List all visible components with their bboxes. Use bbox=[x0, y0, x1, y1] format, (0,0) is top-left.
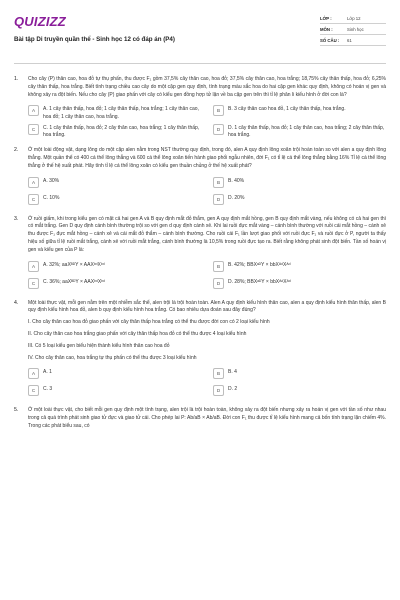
option-badge[interactable]: B bbox=[213, 261, 224, 272]
option-badge[interactable]: D bbox=[213, 385, 224, 396]
question-text: Ở ruồi giấm, khi trong kiểu gen có mặt cả hai gen A và B quy định mắt đỏ thắm, gen A quy định mắt hồng, gen B quy định mắt vàng, nếu không có cả hai gen thì có mắt trắng. Gen D quy định cánh bình thường trội so với gen d quy định cánh xẻ. Khi lai ruồi đực mắt vàng – cánh bình thường với ruồi cái mắt hồng – cánh xẻ thu được F₁ đực mắt hồng – cánh xẻ và cái mắt đỏ thắm – cánh bình thường. Cho ruồi cái F₁ lần lượt giao phối với ruồi đực F₁ và ruồi đực ở P, người ta thấy hiệu số giữa tỉ lệ ruồi mắt trắng, cánh xẻ với ruồi mắt trắng, cánh bình thường là 10,5% trong ruồi đực tạo ra. Biết rằng không phát sinh đột biến. Tần số hoán vị gen và kiểu gen của P là: bbox=[28, 215, 386, 253]
option-text: A. 30% bbox=[43, 177, 60, 184]
document-title: Bài tập Di truyền quần thể - Sinh học 12 có đáp án (P4) bbox=[14, 36, 175, 43]
meta-key: MÔN : bbox=[320, 26, 333, 32]
answer-option-a[interactable] bbox=[28, 261, 201, 275]
option-text: B. 4 bbox=[228, 369, 237, 376]
answer-option-c[interactable] bbox=[28, 278, 201, 292]
question-number: 5. bbox=[14, 407, 19, 414]
option-text: C. 3 bbox=[43, 386, 53, 393]
option-badge[interactable]: D bbox=[213, 194, 224, 205]
question-number: 3. bbox=[14, 215, 19, 222]
answer-option-a[interactable] bbox=[28, 368, 201, 382]
meta-row-grade bbox=[320, 13, 386, 24]
option-text: D. 28%; BBXᵃᴰY × bbXᴬᵈXᴬᵈ bbox=[228, 278, 291, 285]
meta-row-subject bbox=[320, 24, 386, 35]
meta-value: Lớp 12 bbox=[347, 15, 361, 21]
option-text: C. 1 cây thân thấp, hoa đỏ; 2 cây thân cao, hoa trắng; 1 cây thân thấp, hoa trắng. bbox=[43, 124, 200, 138]
answer-options bbox=[28, 261, 386, 292]
answer-option-a[interactable] bbox=[28, 105, 201, 120]
answer-option-d[interactable] bbox=[213, 278, 386, 292]
option-text: C. 10% bbox=[43, 194, 60, 201]
answer-option-b[interactable] bbox=[213, 177, 386, 191]
option-badge[interactable]: D bbox=[213, 278, 224, 289]
answer-option-c[interactable] bbox=[28, 385, 201, 399]
answer-option-c[interactable] bbox=[28, 194, 201, 208]
option-text: A. 32%; aaXᴮᴰY × AAXᵇᵈXᵇᵈ bbox=[43, 261, 105, 268]
option-text: C. 36%; aaXᴮᴰY × AAXᵇᵈXᵇᵈ bbox=[43, 278, 105, 285]
question-number: 2. bbox=[14, 147, 19, 154]
statement-i: I. Cho cây thân cao hoa đỏ giao phấn với cây thân thấp hoa trắng có thể thu được đời con có 2 loại kiểu hình bbox=[28, 319, 270, 326]
option-text: B. 3 cây thân cao hoa đỏ, 1 cây thân thấp, hoa trắng. bbox=[228, 106, 346, 113]
option-badge[interactable]: B bbox=[213, 177, 224, 188]
question-text: Cho cây (P) thân cao, hoa đỏ tự thụ phấn, thu được F₁ gồm 37,5% cây thân cao, hoa đỏ; 37,5% cây thân cao, hoa trắng; 18,75% cây thân thấp, hoa đỏ; 6,25% cây thân thấp, hoa trắng. Biết tính trạng chiều cao cây do một cặp gen quy định, tính trạng màu sắc hoa do hai cặp gen khác quy định, không có hoán vị gen và không xảy ra đột biến. Nếu cho cây (P) giao phấn với cây có kiểu gen đồng hợp tử lặn về ba cặp gen trên thì tỉ lệ phân li kiểu hình ở đời con là? bbox=[28, 76, 386, 98]
question-4 bbox=[14, 300, 386, 400]
answer-option-d[interactable] bbox=[213, 385, 386, 399]
option-badge[interactable]: A bbox=[28, 261, 39, 272]
option-badge[interactable]: C bbox=[28, 194, 39, 205]
option-badge[interactable]: D bbox=[213, 124, 224, 135]
question-number: 1. bbox=[14, 76, 19, 82]
option-badge[interactable]: C bbox=[28, 278, 39, 289]
answer-options bbox=[28, 105, 386, 139]
option-badge[interactable]: C bbox=[28, 124, 39, 135]
meta-row-count bbox=[320, 35, 386, 46]
option-badge[interactable]: B bbox=[213, 105, 224, 116]
quizizz-logo[interactable]: QUIZIZZ bbox=[14, 14, 66, 29]
answer-option-b[interactable] bbox=[213, 261, 386, 275]
answer-option-b[interactable] bbox=[213, 368, 386, 382]
option-text: A. 1 cây thân thấp, hoa đỏ; 1 cây thân thấp, hoa trắng; 1 cây thân cao, hoa đỏ; 1 cây thân cao, hoa trắng. bbox=[43, 106, 199, 120]
statement-iv: IV. Cho cây thân cao, hoa trắng tự thụ phấn có thể thu được 3 loại kiểu hình bbox=[28, 354, 197, 361]
meta-key: SỐ CÂU : bbox=[320, 37, 340, 43]
meta-value: Sinh học bbox=[347, 26, 364, 32]
option-text: D. 20% bbox=[228, 194, 245, 201]
statement-ii: II. Cho cây thân cao hoa trắng giao phấn với cây thân thấp hoa đỏ có thể thu được 4 loại kiểu hình bbox=[28, 330, 247, 337]
option-badge[interactable]: A bbox=[28, 177, 39, 188]
question-text: Một loài thực vật, mỗi gen nằm trên một nhiễm sắc thể, alen trội là trội hoàn toàn. Alen A quy định kiểu hình thân cao, alen a quy định kiểu hình thân thấp, alen B quy định kiểu hình hoa đỏ, alen b quy định kiểu hình hoa trắng. Có bao nhiêu dựa đoán sau đây đúng? bbox=[28, 299, 386, 314]
answer-option-b[interactable] bbox=[213, 105, 386, 120]
option-badge[interactable]: A bbox=[28, 105, 39, 116]
option-badge[interactable]: B bbox=[213, 368, 224, 379]
answer-option-c[interactable] bbox=[28, 124, 201, 139]
question-number: 4. bbox=[14, 299, 19, 306]
question-5 bbox=[14, 407, 386, 430]
question-text: Ở một loài động vật, dạng lông do một cặp alen nằm trong NST thường quy định, trong đó, alen A quy định lông xoăn trội hoàn toàn so với alen a quy định lông thẳng. Một quần thể có 400 cá thể lông thẳng và 600 cá thể lông xoăn tiến hành giao phối ngẫu nhiên, đời F₁ có tỉ lệ cá thể lông thẳng bằng 16% Tỉ lệ cá thể lông thẳng ở thế hệ xuất phát. Hãy tính tỉ lệ cá thể lông xoăn có kiểu gen thuần chủng ở thế hệ xuất phát? bbox=[28, 147, 386, 169]
answer-options bbox=[28, 177, 386, 208]
option-text: A. 1 bbox=[43, 369, 52, 376]
meta-table bbox=[320, 13, 386, 46]
option-text: D. 2 bbox=[228, 386, 238, 393]
statement-iii: III. Có 5 loại kiểu gen biểu hiện thành kiểu hình thân cao hoa đỏ bbox=[28, 342, 170, 349]
answer-options bbox=[28, 368, 386, 399]
meta-value: 61 bbox=[347, 37, 352, 43]
answer-option-d[interactable] bbox=[213, 194, 386, 208]
answer-option-a[interactable] bbox=[28, 177, 201, 191]
option-text: D. 1 cây thân thấp, hoa đỏ; 1 cây thân cao, hoa trắng; 2 cây thân thấp, hoa trắng. bbox=[228, 124, 385, 138]
header-divider bbox=[14, 63, 386, 64]
question-3 bbox=[14, 216, 386, 292]
meta-key: LỚP : bbox=[320, 15, 332, 21]
option-text: B. 40% bbox=[228, 177, 245, 184]
question-2 bbox=[14, 147, 386, 207]
option-badge[interactable]: A bbox=[28, 368, 39, 379]
question-1 bbox=[14, 76, 386, 139]
option-text: B. 42%; BBXᵃᴰY × bbXᴬᵈXᴬᵈ bbox=[228, 261, 291, 268]
question-text: Ở một loài thực vật, cho biết mỗi gen quy định một tính trạng, alen trội là trội hoàn toàn, không xảy ra đột biến nhưng xảy ra hoán vị gen với tần số như nhau trong cả quá trình phát sinh giao tử đực và giao tử cái. Cho phép lai P: Ab/aB × Ab/aB. Đời con F₁ thu được tỉ lệ kiểu hình mang cả bốn tính trạng lặn chiếm 4%. Trong các phát biểu sau, có bbox=[28, 407, 386, 429]
answer-option-d[interactable] bbox=[213, 124, 386, 139]
document-header bbox=[14, 10, 386, 60]
option-badge[interactable]: C bbox=[28, 385, 39, 396]
question-list bbox=[14, 76, 386, 431]
